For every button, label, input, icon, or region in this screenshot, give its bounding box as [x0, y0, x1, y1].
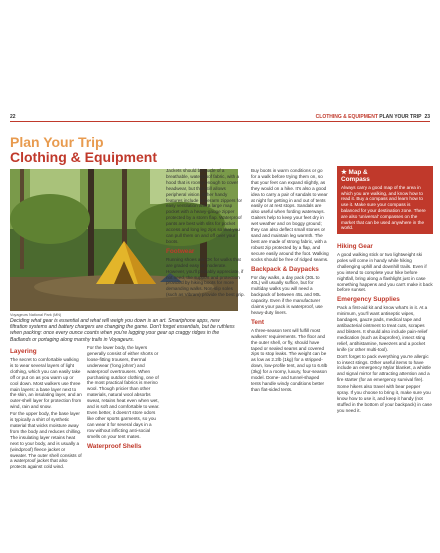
column-5	[337, 240, 433, 415]
map-compass-sidebar	[337, 166, 433, 234]
photo-caption: Voyageurs National Park (MN)	[10, 313, 62, 317]
column-1	[10, 345, 83, 471]
sidebar-title	[337, 166, 433, 185]
paragraph: Some hikers also travel with bear pepper spray. If you choose to bring it, make sure you know how to use it, and keep it handy (not stuffed in the bottom of your backpack) in case you need it.	[337, 384, 432, 413]
paragraph: Don't forget to pack everything you're allergic to insect stings. Other useful items to have include an emergency Mylar blanket, a whistle and signal mirror for attracting attention and a fire starter (for an emergency survival fire).	[337, 353, 431, 383]
column-3	[166, 168, 245, 299]
running-header	[10, 112, 430, 122]
heading-waterproof-shells: Waterproof Shells	[87, 442, 142, 450]
sidebar-text: Always carry a good map of the area in which you are walking, and know how to read it. Buy a compass and learn how to use it. Make sure your compass is balanced for your destination zone. There are also 'universal' compasses on the market that can be used anywhere in the world.	[341, 184, 426, 231]
section-title: Clothing & Equipment	[10, 149, 157, 165]
column-4	[251, 168, 329, 394]
page-number-left: 22	[10, 114, 16, 120]
heading-backpack: Backpack & Daypacks	[251, 265, 319, 273]
plan-label: PLAN YOUR TRIP	[379, 114, 422, 120]
paragraph: A three-season tent will fulfill most walkers' requirements. The floor and the outer shell, or fly, should have taped or sealed seams and covered zips to stop leaks. The weight can be as low as 2.2lb (1kg) for a stripped-down, low-profile tent, and up to 6.6lb (3kg) for a roomy, luxury, four-season model. Dome- and tunnel-shaped tents handle windy conditions better than flat-sided tents.	[251, 327, 328, 392]
heading-emergency-supplies: Emergency Supplies	[337, 296, 400, 304]
heading-footwear: Footwear	[166, 247, 195, 255]
paragraph: A good walking stick or two lightweight ski poles will come in handy while hiking challenging uphill and downhill trails. Even if you intend to complete your hike before nightfall, bring along a flashlight just in case something happens and you can't make it back before sunset.	[337, 252, 433, 293]
sidebar-title-line2: Compass	[341, 176, 370, 184]
paragraph: The secret to comfortable walking is to wear several layers of light clothing, which you can easily take off or put on as you warm up or cool down. Most walkers use three main layers: a base layer next to the skin, an insulating layer, and an outer-shell layer for protection from wind, rain and snow.	[10, 357, 82, 410]
heading-tent: Tent	[251, 318, 265, 326]
paragraph: For the upper body, the base layer is typically a shirt of synthetic material that wicks moisture away from the body and reduces chilling. The insulating layer retains heat next to your body, and is usually a (windproof) fleece jacket or sweater. The outer shell consists of a waterproof jacket that also protects against cold wind.	[10, 411, 82, 470]
column-2	[87, 345, 160, 452]
section-label: CLOTHING & EQUIPMENT	[315, 114, 378, 120]
paragraph: Jackets should be made of a breathable, waterproof fabric, with a hood that is roomy enough to cover headwear, but that still allows peripheral vision. Other handy features include underarm zippers for easy ventilation and a large map pocket with a heavy-gauge zipper protected by a storm flap. Waterproof pants are best with slits for pocket access and long leg zips so that you can pull them on and off over your boots.	[166, 168, 243, 244]
paragraph: For the lower body, the layers generally consist of either shorts or loose-fitting trousers, thermal underwear ('long johns') and waterproof overtrousers. When purchasing outdoor clothing, one of the most practical fabrics is merino wool. Though pricier than other materials, natural wool absorbs sweat, retains heat even when wet, and is soft and comfortable to wear. Even better, it doesn't store odors like other sports garments, so you can wear it for several days in a row without inflicting anti-social smells on your tent mates.	[87, 345, 160, 439]
page-number-right: 23	[424, 114, 430, 120]
heading-hiking-gear: Hiking Gear	[337, 243, 373, 250]
paragraph: Running shoes are OK for walks that are graded easy or moderate. However, you'll probably appreciate, if not need, the support and protection provided by hiking boots for more demanding walks. Non-slip soles (such as Vibram) provide the best grip.	[166, 256, 245, 298]
chapter-title: Plan Your Trip	[10, 134, 104, 150]
paragraph: Buy boots in warm conditions or go for a walk before trying them on, so that your feet can expand slightly, as they would on a hike. It's also a good idea to carry a pair of sandals to wear at night for getting in and out of tents easily or at rest stops. Sandals are also useful when fording waterways. Gaiters help to keep your feet dry in wet weather and on boggy ground; they can also deflect small stones or sand and maintain leg warmth. The best are made of strong fabric, with a robust zip protected by a flap, and secure easily around the foot. Walking socks should be free of ridged seams.	[251, 168, 329, 262]
paragraph: Pack a first-aid kit and know what's in it. At a minimum, you'll want antiseptic wipes, bandages, gauze pads, medical tape and antibacterial ointment to treat cuts, scrapes and blisters. It should also include pain-relief medication (such as ibuprofen), insect sting relief, antihistamine, tweezers and a pocket knife (or other multi-tool).	[337, 305, 428, 352]
sidebar-title-line1: ★ Map &	[341, 169, 368, 176]
running-head-right	[316, 114, 430, 120]
intro-paragraph: Deciding what gear is essential and what will weigh you down is an art. Smartphone apps, new filtration systems and battery chargers are changing the game. Don't forget essentials, but be ruthless when packing: once every ounce counts when you're lugging your gear up craggy ridges in the Badlands or portaging along marshy trails in Voyageurs.	[10, 318, 235, 343]
heading-layering: Layering	[10, 348, 37, 355]
paragraph: For day walks, a day pack (30L to 40L) will usually suffice, but for multiday walks you will need a backpack of between 45L and 90L capacity. Even if the manufacturer claims your pack is waterproof, use heavy-duty liners.	[251, 274, 323, 315]
